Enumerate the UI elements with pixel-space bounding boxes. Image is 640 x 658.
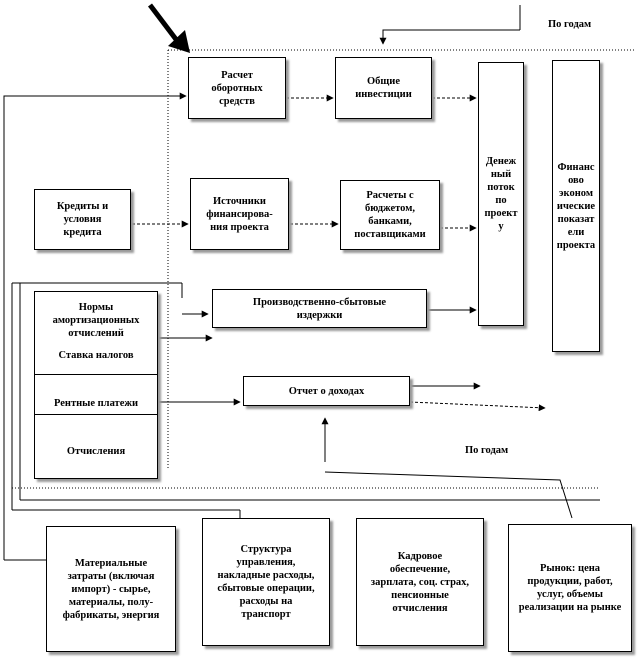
box-otchet-o-dohodah: Отчет о доходах xyxy=(243,376,410,406)
box-denezhny-potok: Денеж ный поток по проект у xyxy=(478,62,524,326)
box-rentnye-platezhi: Рентные платежи xyxy=(53,397,139,409)
box-proizv-sbytovye: Производственно-сбытовые издержки xyxy=(212,289,427,328)
box-raschet-oborotnyh: Расчет оборотных средств xyxy=(188,57,286,119)
label-po-godam-top: По годам xyxy=(548,19,592,30)
divider-2 xyxy=(35,414,157,415)
box-istochniki: Источники финансирова- ния проекта xyxy=(190,178,289,250)
box-finansovo-ekonomicheskie: Финанс ово эконом ические показат ели проекта xyxy=(552,60,600,352)
box-normy: Нормы амортизационных отчислений xyxy=(52,301,140,339)
box-otchisleniya: Отчисления xyxy=(66,445,126,457)
box-stavka-nalogov: Ставка налогов xyxy=(58,349,134,361)
label-po-godam-bottom: По годам xyxy=(465,445,509,456)
pointer-arrow xyxy=(150,5,190,53)
box-struktura-upravleniya: Структура управления, накладные расходы, сбытовые операции, расходы на транспорт xyxy=(202,518,330,646)
box-kadrovoe-obespechenie: Кадровое обеспечение, зарплата, соц. страх, пенсионные отчисления xyxy=(356,518,484,646)
box-obshie-investicii: Общие инвестиции xyxy=(335,57,432,119)
box-materialnye-zatraty: Материальные затраты (включая импорт) - сырье, материалы, полу- фабрикаты, энергия xyxy=(46,526,176,652)
box-kredity: Кредиты и условия кредита xyxy=(34,189,131,250)
box-normy-group xyxy=(34,291,158,479)
top-year-connector xyxy=(383,5,520,44)
box-rynok: Рынок: цена продукции, работ, услуг, объемы реализации на рынке xyxy=(508,524,632,652)
box-raschety-s-budgetom: Расчеты с бюджетом, банками, поставщиками xyxy=(340,180,440,250)
divider-1 xyxy=(35,374,157,375)
bottom-year-connector xyxy=(325,418,572,518)
